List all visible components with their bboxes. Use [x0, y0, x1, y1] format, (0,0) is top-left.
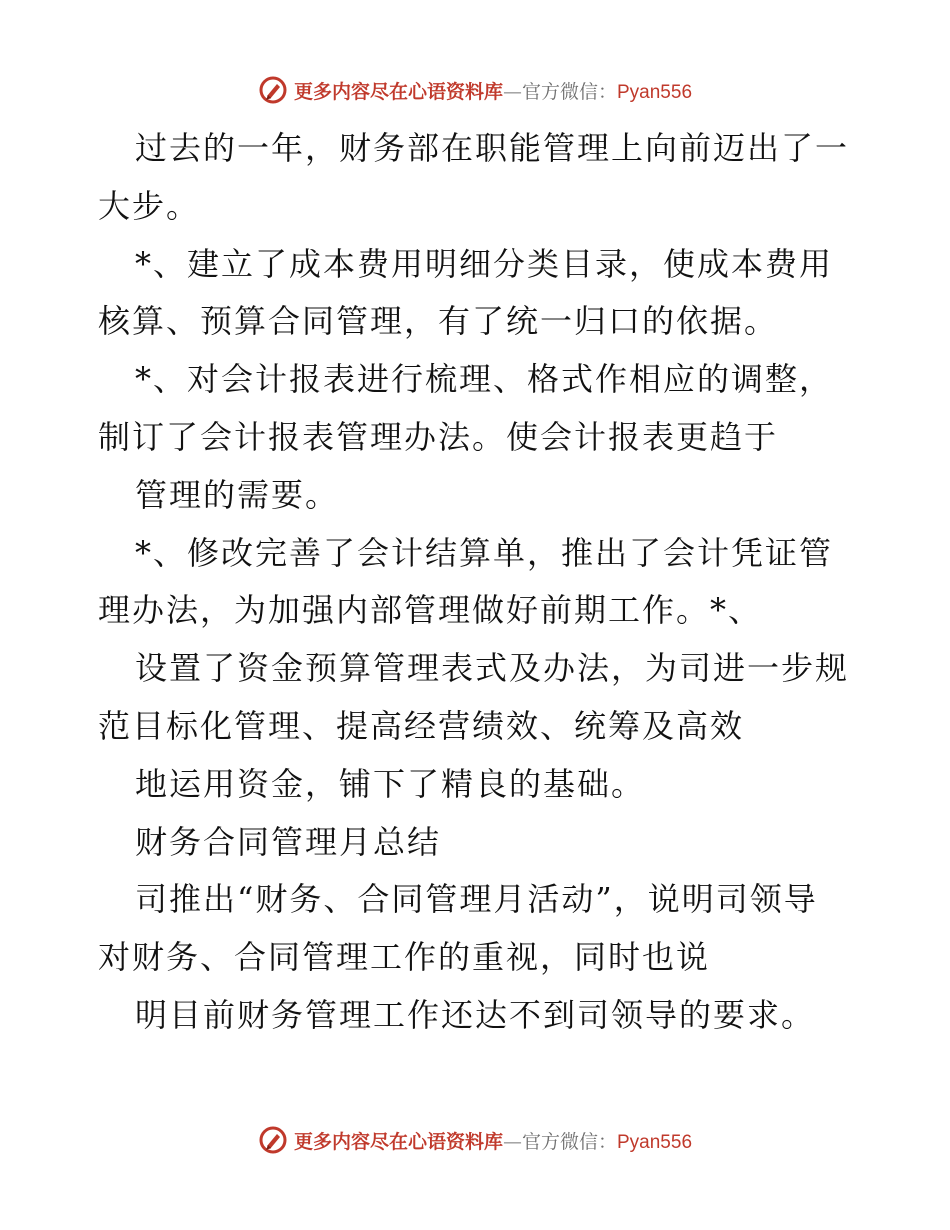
header-watermark [0, 70, 950, 110]
banner-dash: — [502, 80, 522, 103]
body-line: 制订了会计报表管理办法。使会计报表更趋于 [98, 417, 779, 456]
body-line: 核算、预算合同管理，有了统一归口的依据。 [98, 302, 779, 341]
body-line: *、对会计报表进行梳理、格式作相应的调整， [135, 360, 834, 399]
banner-label: 官方微信： [521, 1130, 617, 1153]
footer-watermark [0, 1120, 950, 1160]
body-line: 地运用资金，铺下了精良的基础。 [135, 764, 646, 803]
banner-label: 官方微信： [521, 80, 617, 103]
body-line: 设置了资金预算管理表式及办法，为司进一步规 [135, 649, 850, 688]
body-line: 理办法，为加强内部管理做好前期工作。*、 [98, 591, 763, 630]
body-line: 司推出“财务、合同管理月活动”，说明司领导 [135, 880, 818, 919]
banner-dash: — [502, 1130, 522, 1153]
pen-logo-icon [258, 1125, 288, 1155]
body-line: 对财务、合同管理工作的重视，同时也说 [98, 938, 711, 977]
footer-watermark-text [294, 1127, 692, 1154]
document-body [98, 120, 858, 1045]
body-line: *、建立了成本费用明细分类目录，使成本费用 [135, 244, 834, 283]
body-line: 明目前财务管理工作还达不到司领导的要求。 [135, 995, 816, 1034]
header-watermark-text [294, 77, 692, 104]
body-line: 范目标化管理、提高经营绩效、统筹及高效 [98, 706, 745, 745]
body-line: *、修改完善了会计结算单，推出了会计凭证管 [135, 533, 834, 572]
banner-wechat-id: Pyan556 [617, 1131, 693, 1153]
banner-main-text: 更多内容尽在心语资料库 [293, 1130, 503, 1153]
pen-logo-icon [258, 75, 288, 105]
section-heading: 财务合同管理月总结 [135, 822, 442, 861]
body-line: 管理的需要。 [135, 475, 340, 514]
banner-wechat-id: Pyan556 [617, 81, 693, 103]
body-line: 过去的一年，财务部在职能管理上向前迈出了一 [135, 129, 850, 167]
body-line: 大步。 [98, 186, 201, 225]
banner-main-text: 更多内容尽在心语资料库 [293, 80, 503, 103]
